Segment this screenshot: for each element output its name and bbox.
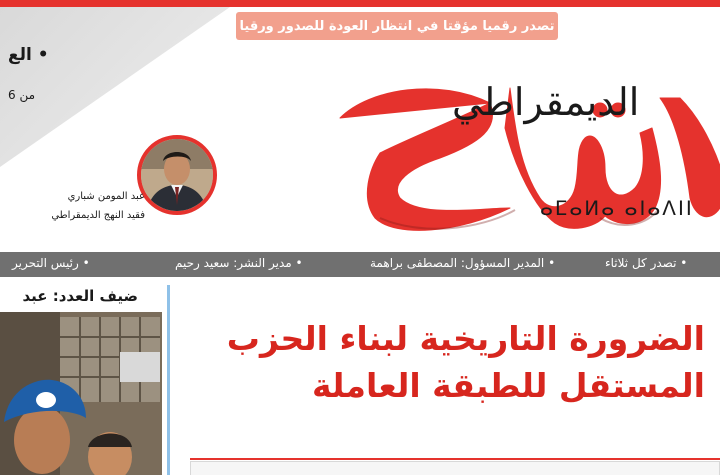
guest-photo-image [0,312,162,475]
left-cropped-subtext: من 6 [8,88,36,102]
portrait-name: عبد المومن شباري [67,191,145,202]
headline-line-1: الضرورة التاريخية لبناء الحزب [226,319,705,358]
portrait-title: فقيد النهج الديمقراطي [51,210,145,221]
tifinagh-title: ⴰⵎⴰⵍⴰ ⴰⵏⴰⴷⵏⵏ [540,196,694,220]
headline-line-2: المستقل للطبقة العاملة [312,366,705,405]
publication-schedule: • تصدر كل ثلاثاء [605,256,688,270]
headline-divider [190,458,720,460]
logo-subtitle: الديمقراطي [452,80,640,124]
editor-in-chief-label: • رئيس التحرير [12,256,90,270]
managing-director: • المدير المسؤول: المصطفى براهمة [370,256,556,270]
article-box-top [190,461,720,475]
guest-of-issue-title: ضيف العدد: عبد [22,287,138,305]
main-headline[interactable] [200,315,705,409]
digital-edition-banner: تصدر رقميا مؤقتا في انتظار العودة للصدور ورقيا [236,12,558,40]
publication-director: • مدير النشر: سعيد رحيم [175,256,303,270]
person-photo-icon [141,139,213,211]
guest-photo[interactable] [0,312,162,475]
left-cropped-heading: • الع [8,45,49,65]
memorial-portrait [137,135,217,215]
top-red-strip [0,0,720,7]
